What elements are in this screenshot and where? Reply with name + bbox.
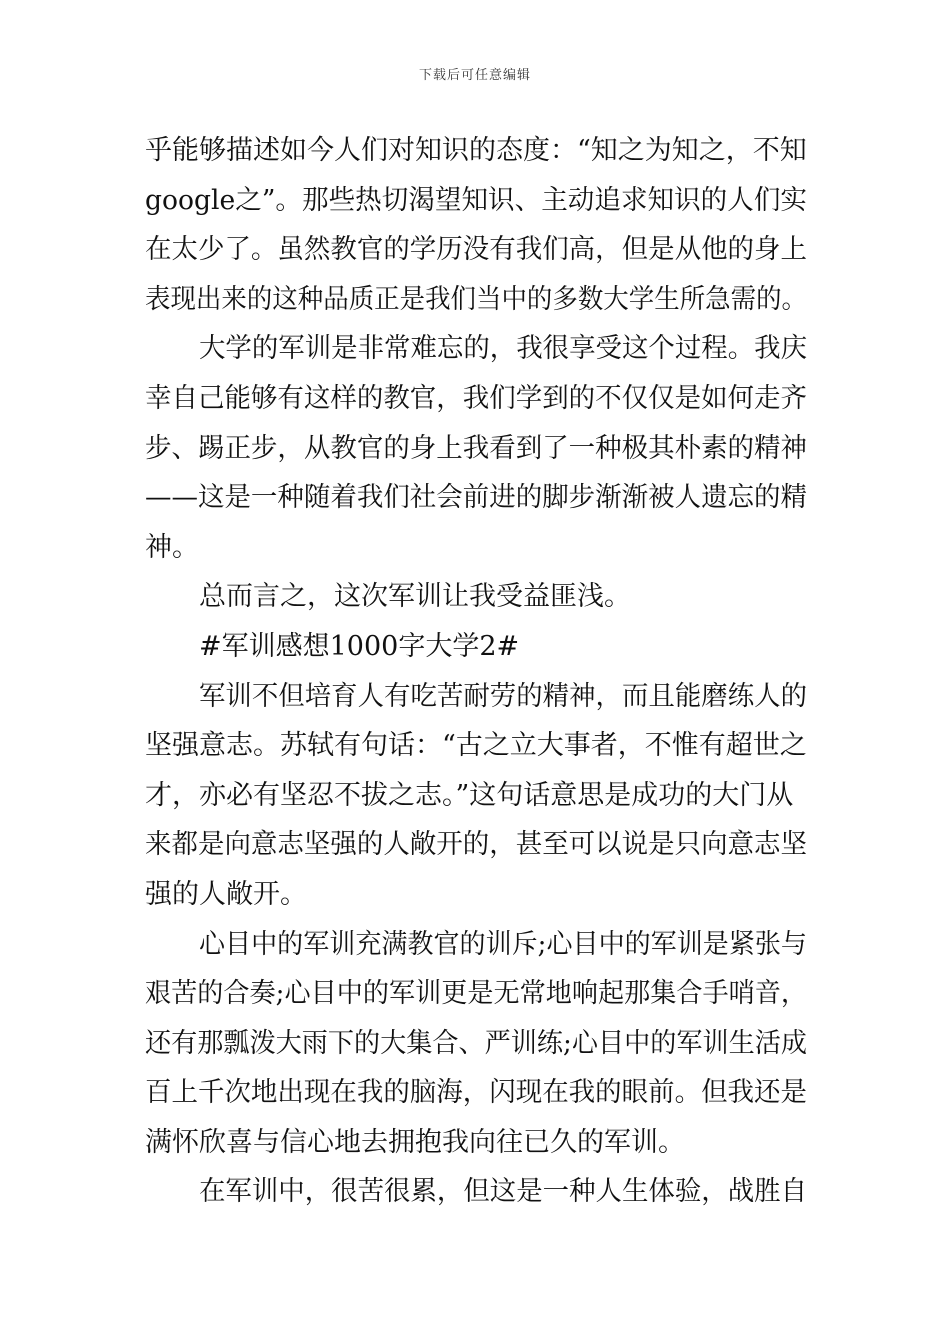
paragraph-2 [145,324,807,572]
paragraph-5 [145,920,807,1168]
text-line: 表现出来的这种品质正是我们当中的多数大学生所急需的。 [145,283,807,315]
text-line: ——这是一种随着我们社会前进的脚步渐渐被人遗忘的精 [145,482,807,514]
text-line: 才，亦必有坚忍不拔之志。”这句话意思是成功的大门从 [145,779,794,811]
text-line: 步、踢正步，从教官的身上我看到了一种极其朴素的精神 [145,432,807,464]
text-line: 满怀欣喜与信心地去拥抱我向往已久的军训。 [145,1126,685,1158]
section-heading [145,622,807,672]
text-line: 在太少了。虽然教官的学历没有我们高，但是从他的身上 [145,234,807,266]
text-line: 军训不但培育人有吃苦耐劳的精神，而且能磨练人的 [199,680,807,712]
text-line: google之”。那些热切渴望知识、主动追求知识的人们实 [145,184,807,216]
text-line: 在军训中，很苦很累，但这是一种人生体验，战胜自 [199,1176,807,1208]
paragraph-3 [145,572,807,622]
text-line: 还有那瓢泼大雨下的大集合、严训练;心目中的军训生活成 [145,1027,807,1059]
text-line: 百上千次地出现在我的脑海，闪现在我的眼前。但我还是 [145,1077,807,1109]
paragraph-4 [145,672,807,920]
paragraph-1 [145,126,807,324]
text-line: 总而言之，这次军训让我受益匪浅。 [199,581,631,613]
text-line: 大学的军训是非常难忘的，我很享受这个过程。我庆 [199,333,807,365]
text-line: 艰苦的合奏;心目中的军训更是无常地响起那集合手哨音， [145,978,807,1010]
text-line: #军训感想1000字大学2# [199,630,520,662]
text-line: 来都是向意志坚强的人敞开的，甚至可以说是只向意志坚 [145,829,807,861]
text-line: 坚强意志。苏轼有句话：“古之立大事者，不惟有超世之 [145,730,807,762]
text-line: 心目中的军训充满教官的训斥;心目中的军训是紧张与 [199,928,807,960]
paragraph-6 [145,1167,807,1217]
text-line: 乎能够描述如今人们对知识的态度：“知之为知之，不知 [145,135,807,166]
text-line: 幸自己能够有这样的教官，我们学到的不仅仅是如何走齐 [145,382,807,414]
text-line: 神。 [145,531,199,563]
text-line: 强的人敞开。 [145,878,307,910]
page-header: 下载后可任意编辑 [418,68,531,83]
document-body [145,126,807,1217]
